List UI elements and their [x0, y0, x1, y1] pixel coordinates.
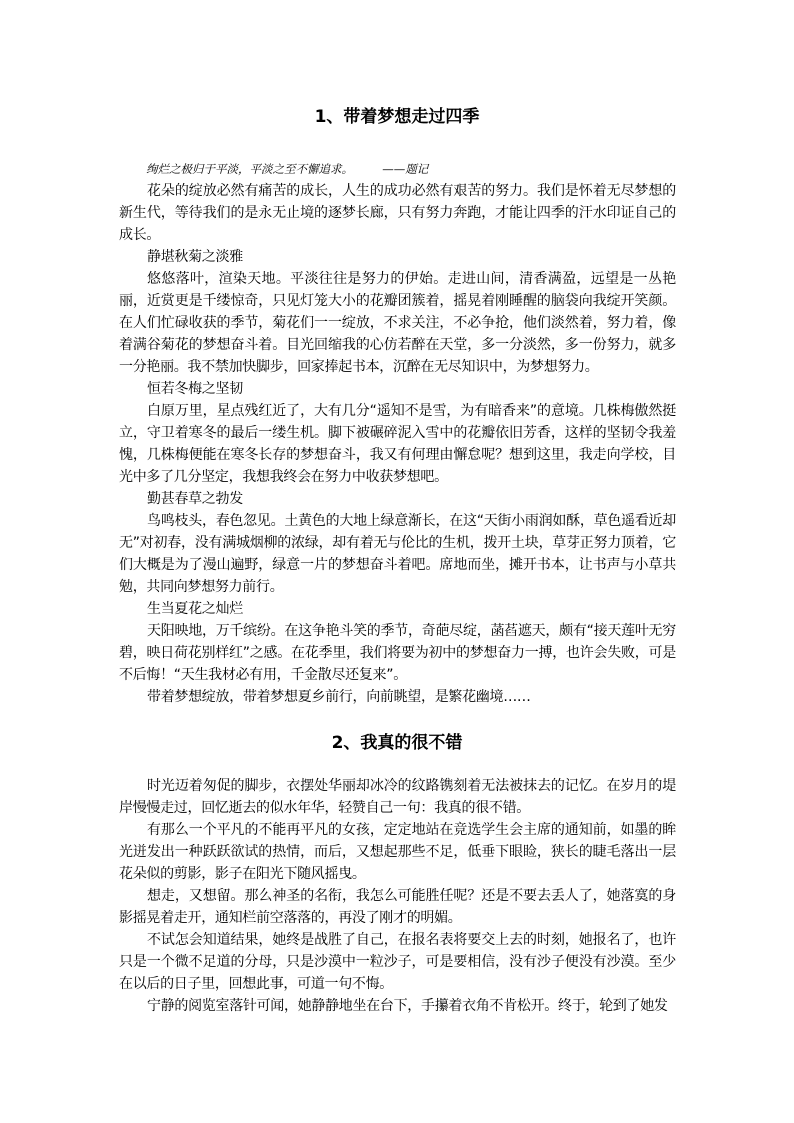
section-2-body	[119, 775, 676, 1017]
epigraph: 绚烂之极归于平淡，平淡之至不懈追求。 ——题记	[146, 162, 429, 176]
paragraph: 鸟鸣枝头，春色忽见。土黄色的大地上绿意渐长，在这“天街小雨润如酥，草色遥看近却无”对初春，没有满城烟柳的浓绿，却有着无与伦比的生机，拨开土块，草芽正努力顶着，它们大概是为了漫山遍野，绿意一片的梦想奋斗着吧。席地而坐，摊开书本，让书声与小草共勉，共同向梦想努力前行。	[119, 513, 676, 595]
subheading: 生当夏花之灿烂	[147, 601, 243, 617]
paragraph: 宁静的阅览室落针可闻，她静静地坐在台下，手攥着衣角不肯松开。终于，轮到了她发	[147, 998, 668, 1014]
paragraph: 想走，又想留。那么神圣的名衔，我怎么可能胜任呢？还是不要去丢人了，她落寞的身影摇晃着走开，通知栏前空落落的，再没了刚才的明媚。	[119, 888, 676, 926]
paragraph: 白原万里，星点残红近了，大有几分“遥知不是雪，为有暗香来”的意境。几株梅傲然挺立，守卫着寒冬的最后一缕生机。脚下被碾碎泥入雪中的花瓣依旧芳香，这样的坚韧令我羞愧，几株梅便能在寒冬长存的梦想奋斗，我又有何理由懈怠呢？想到这里，我走向学校，目光中多了几分坚定，我想我终会在努力中收获梦想吧。	[119, 403, 676, 485]
section-1-title: 1、带着梦想走过四季	[314, 107, 480, 127]
paragraph: 有那么一个平凡的不能再平凡的女孩，定定地站在竞选学生会主席的通知前，如墨的眸光迸发出一种跃跃欲试的热情，而后，又想起那些不足，低垂下眼睑，狭长的睫毛落出一层花朵似的剪影，影子在阳光下随风摇曳。	[119, 822, 676, 882]
subheading: 恒若冬梅之坚韧	[147, 381, 243, 397]
subheading: 勤甚春草之勃发	[147, 491, 243, 507]
paragraph: 悠悠落叶，渲染天地。平淡往往是努力的伊始。走进山间，清香满盈，远望是一丛艳丽，近赏更是千缕惊奇，只见灯笼大小的花瓣团簇着，摇晃着刚睡醒的脑袋向我绽开笑颜。在人们忙碌收获的季节，菊花们一一绽放，不求关注，不必争抢，他们淡然着，努力着，像着满谷菊花的梦想奋斗着。目光回缩我的心仿若醉在天堂，多一分淡然，多一份努力，就多一分艳丽。我不禁加快脚步，回家捧起书本，沉醉在无尽知识中，为梦想努力。	[119, 271, 676, 375]
paragraph: 花朵的绽放必然有痛苦的成长，人生的成功必然有艰苦的努力。我们是怀着无尽梦想的新生代，等待我们的是永无止境的逐梦长廊，只有努力奔跑，才能让四季的汗水印证自己的成长。	[119, 183, 676, 243]
paragraph: 不试怎会知道结果，她终是战胜了自己，在报名表将要交上去的时刻，她报名了，也许只是一个微不足道的分母，只是沙漠中一粒沙子，可是要相信，没有沙子便没有沙漠。至少在以后的日子里，回想此事，可道一句不悔。	[119, 932, 676, 992]
paragraph: 天阳映地，万千缤纷。在这争艳斗笑的季节，奇葩尽绽，菡萏遮天，颇有“接天莲叶无穷碧，映日荷花别样红”之感。在花季里，我们将要为初中的梦想奋力一搏，也许会失败，可是不后悔！“天生我材必有用，千金散尽还复来”。	[119, 623, 676, 683]
paragraph: 时光迈着匆促的脚步，衣摆处华丽却冰冷的纹路镌刻着无法被抹去的记忆。在岁月的堤岸慢慢走过，回忆逝去的似水年华，轻赞自己一句：我真的很不错。	[119, 778, 676, 816]
paragraph: 带着梦想绽放，带着梦想夏乡前行，向前眺望，是繁花幽境……	[147, 689, 531, 705]
section-1-body	[119, 180, 676, 708]
subheading: 静堪秋菊之淡雅	[147, 249, 243, 265]
section-2-title: 2、我真的很不错	[331, 733, 463, 753]
